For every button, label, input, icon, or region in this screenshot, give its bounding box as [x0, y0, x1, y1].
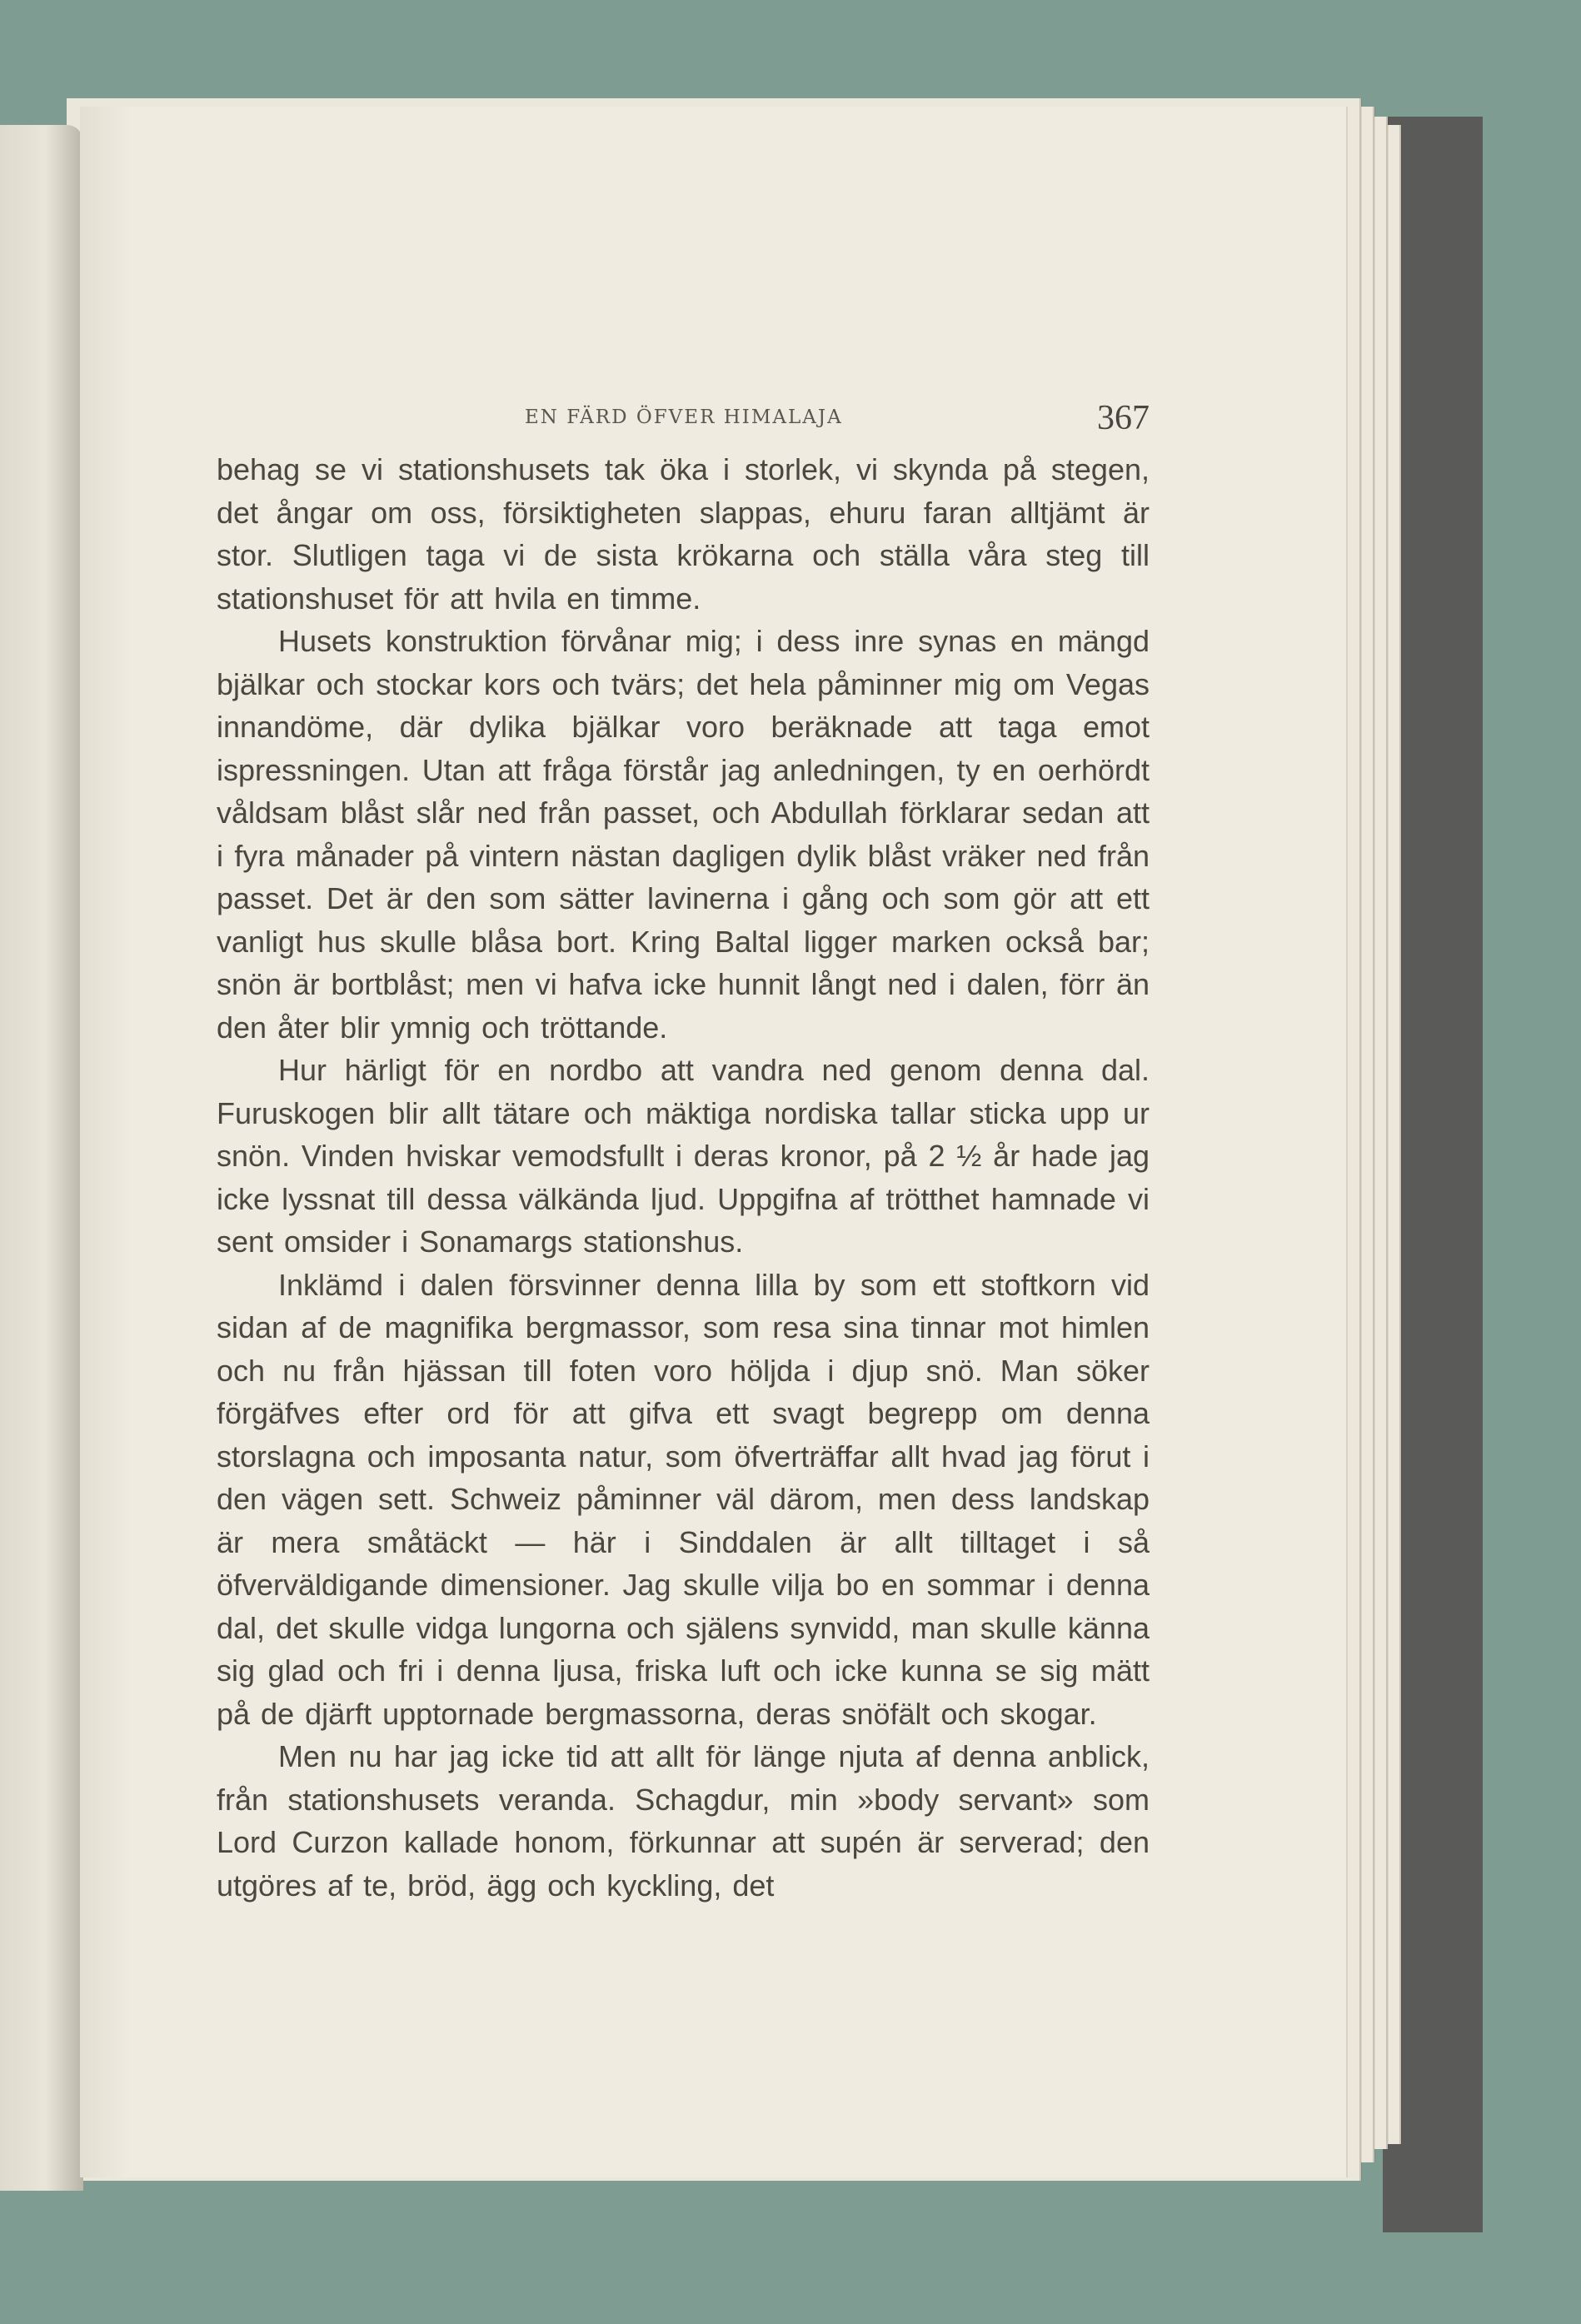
paragraph: Men nu har jag icke tid att allt för länge njuta af denna anblick, från stationshusets veranda. Schagdur, min »body servant» som Lord Curzon kallade honom, förkunnar att supén är serverad; den utgöres af te, bröd, ägg och kyckling, det	[217, 1739, 1150, 1903]
paragraph: behag se vi stationshusets tak öka i storlek, vi skynda på stegen, det ångar om oss, försiktigheten slappas, ehuru faran alltjämt är stor. Slutligen taga vi de sista krökarna och ställa våra steg till stationshuset för att hvila en timme.	[217, 452, 1150, 616]
body-text	[217, 448, 1150, 1907]
paragraph: Husets konstruktion förvånar mig; i dess inre synas en mängd bjälkar och stockar kors och tvärs; det hela påminner mig om Vegas innandöme, där dylika bjälkar voro beräknade att taga emot ispressningen. Utan att fråga förstår jag anledningen, ty en oerhördt våldsam blåst slår ned från passet, och Abdullah förklarar sedan att i fyra månader på vintern nästan dagligen dylik blåst vräker ned från passet. Det är den som sätter lavinerna i gång och som gör att ett vanligt hus skulle blåsa bort. Kring Baltal ligger marken också bar; snön är bortblåst; men vi hafva icke hunnit långt ned i dalen, förr än den åter blir ymnig och tröttande.	[217, 624, 1150, 1045]
page-number: 367	[1097, 399, 1150, 437]
facing-page-edge	[0, 125, 83, 2191]
running-head	[217, 399, 1150, 437]
book-page	[80, 107, 1346, 2177]
paragraph: Hur härligt för en nordbo att vandra ned genom denna dal. Furuskogen blir allt tätare och mäktiga nordiska tallar sticka upp ur snön. Vinden hviskar vemodsfullt i deras kronor, på 2 ½ år hade jag icke lyssnat till dessa välkända ljud. Uppgifna af trötthet hamnade vi sent omsider i Sonamargs stationshus.	[217, 1053, 1150, 1259]
running-head-title: EN FÄRD ÖFVER HIMALAJA	[525, 406, 843, 428]
paragraph: Inklämd i dalen försvinner denna lilla by som ett stoftkorn vid sidan af de magnifika bergmassor, som resa sina tinnar mot himlen och nu från hjässan till foten voro höljda i djup snö. Man söker förgäfves efter ord för att gifva ett svagt begrepp om denna storslagna och imposanta natur, som öfverträffar allt hvad jag förut i den vägen sett. Schweiz påminner väl därom, men dess landskap är mera småtäckt — här i Sinddalen är allt tilltaget i så öfverväldigande dimensioner. Jag skulle vilja bo en sommar i denna dal, det skulle vidga lungorna och själens synvidd, man skulle känna sig glad och fri i denna ljusa, friska luft och icke kunna se sig mätt på de djärft upptornade bergmassorna, deras snöfält och skogar.	[217, 1267, 1150, 1731]
